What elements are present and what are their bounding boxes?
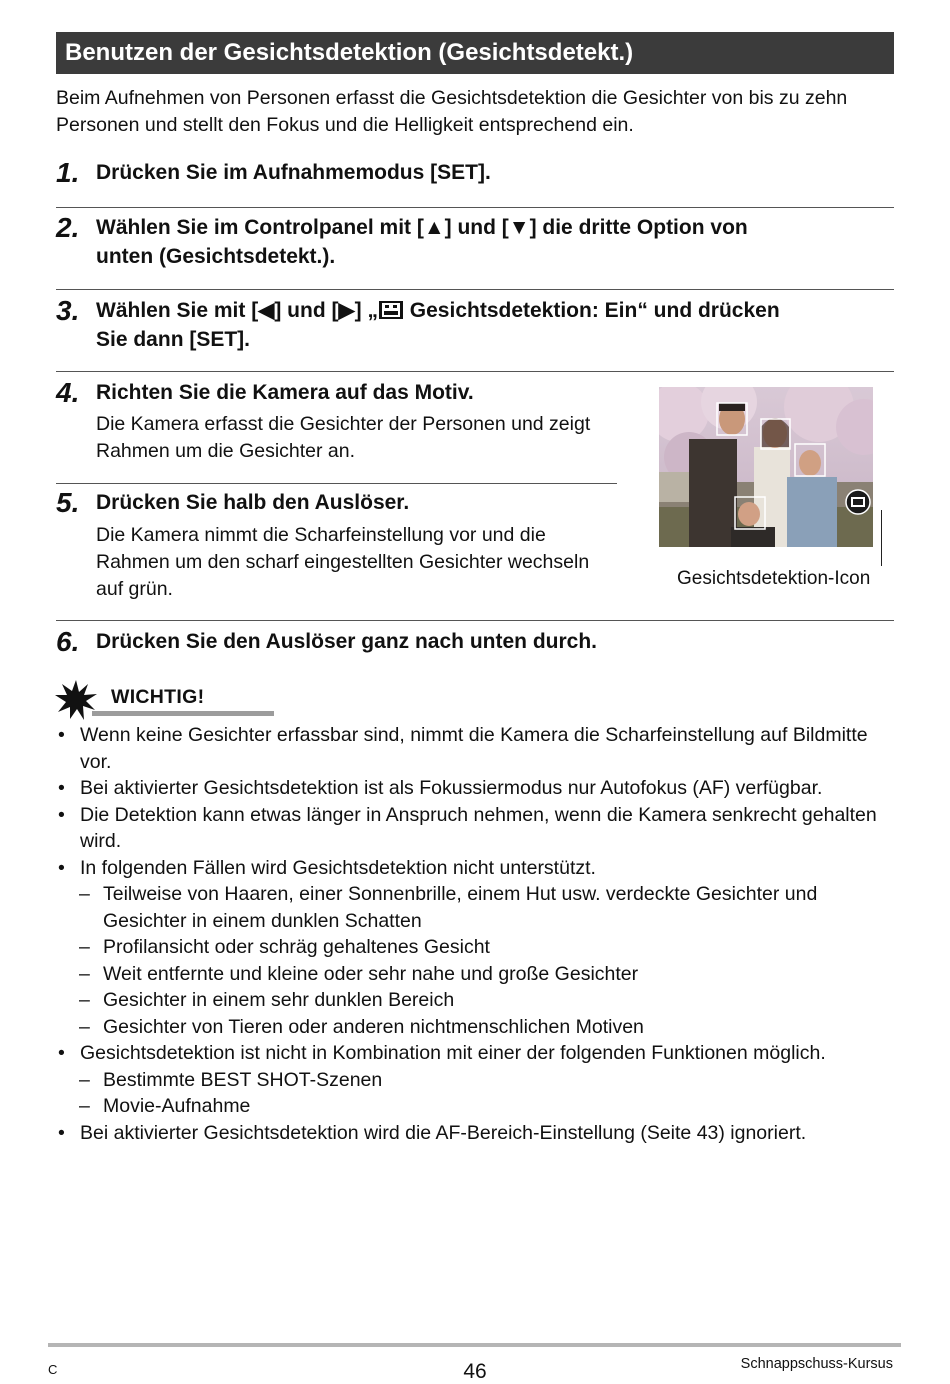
step-body: Die Kamera nimmt die Scharfeinstellung vor und die Rahmen um den scharf eingestellten Gesichter wechseln auf grün. — [96, 524, 590, 600]
sub-text: Movie-Aufnahme — [103, 1095, 251, 1117]
divider — [56, 371, 894, 372]
step-heading-text: Wählen Sie mit [◀] und [▶] „ — [96, 299, 378, 322]
divider — [56, 483, 617, 484]
step-heading-line1: Wählen Sie im Controlpanel mit [▲] und [▼] die dritte Option von — [96, 216, 748, 239]
important-notes — [56, 722, 896, 1146]
dash: – — [79, 1095, 90, 1117]
sub-text: Teilweise von Haaren, einer Sonnenbrille, einem Hut usw. verdeckte Gesichter und Gesichter in einem dunklen Schatten — [103, 883, 818, 932]
note-item — [56, 855, 896, 882]
face-detection-icon — [378, 300, 404, 320]
sub-item — [56, 961, 896, 988]
intro-text: Beim Aufnehmen von Personen erfasst die Gesichtsdetektion die Gesichter von bis zu zehn Personen und stellt den Fokus und die Helligkeit entsprechend ein. — [56, 87, 848, 136]
sub-item — [56, 1093, 896, 1120]
footer-language-code: C — [48, 1362, 58, 1377]
important-label: WICHTIG! — [111, 686, 205, 708]
bullet: • — [58, 1121, 65, 1144]
dash: – — [79, 962, 90, 985]
divider — [56, 207, 894, 208]
step-number: 6. — [56, 626, 80, 657]
image-caption: Gesichtsdetektion-Icon — [677, 568, 871, 589]
divider — [56, 620, 894, 621]
step-heading: Drücken Sie im Aufnahmemodus [SET]. — [96, 161, 491, 184]
sub-text: Profilansicht oder schräg gehaltenes Gesicht — [103, 936, 490, 958]
caption-leader-line — [881, 510, 882, 566]
note-item — [56, 775, 896, 802]
sub-item — [56, 1014, 896, 1041]
dash: – — [79, 989, 90, 1011]
sub-item — [56, 1067, 896, 1094]
section-title: Benutzen der Gesichtsdetektion (Gesichtsdetekt.) — [56, 32, 894, 74]
note-text: Bei aktivierter Gesichtsdetektion ist als Fokussiermodus nur Autofokus (AF) verfügbar. — [80, 777, 823, 799]
sub-text: Bestimmte BEST SHOT-Szenen — [103, 1068, 383, 1091]
step-body: Die Kamera erfasst die Gesichter der Personen und zeigt Rahmen um die Gesichter an. — [96, 413, 591, 462]
note-item — [56, 722, 896, 775]
note-text: Wenn keine Gesichter erfassbar sind, nimmt die Kamera die Scharfeinstellung auf Bildmitte vor. — [80, 724, 868, 773]
divider — [56, 289, 894, 290]
step-heading-line2: unten (Gesichtsdetekt.). — [96, 245, 336, 268]
page-number: 46 — [463, 1360, 487, 1383]
sub-text: Gesichter in einem sehr dunklen Bereich — [103, 989, 455, 1011]
note-text: Die Detektion kann etwas länger in Anspruch nehmen, wenn die Kamera senkrecht gehalten wird. — [80, 803, 877, 852]
note-item — [56, 1040, 896, 1067]
note-text: Bei aktivierter Gesichtsdetektion wird die AF-Bereich-Einstellung (Seite 43) ignoriert. — [80, 1121, 807, 1144]
dash: – — [79, 1015, 90, 1038]
bullet: • — [58, 803, 65, 826]
sub-text: Weit entfernte und kleine oder sehr nahe und große Gesichter — [103, 962, 639, 985]
step-heading-line1 — [96, 296, 780, 325]
footer-section-name: Schnappschuss-Kursus — [740, 1356, 893, 1372]
step-heading-line2: Sie dann [SET]. — [96, 328, 251, 351]
step-heading: Drücken Sie halb den Auslöser. — [96, 491, 410, 514]
sub-item — [56, 881, 896, 934]
step-number: 5. — [56, 487, 80, 518]
step-number: 3. — [56, 295, 80, 326]
bullet: • — [58, 856, 65, 879]
note-text: Gesichtsdetektion ist nicht in Kombination mit einer der folgenden Funktionen möglich. — [80, 1042, 826, 1064]
dash: – — [79, 1068, 90, 1091]
footer-rule — [48, 1343, 901, 1347]
important-underline — [92, 711, 274, 716]
dash: – — [79, 883, 90, 905]
burst-icon — [55, 680, 97, 720]
step-heading: Drücken Sie den Auslöser ganz nach unten durch. — [96, 630, 597, 653]
face-detection-example-photo — [659, 387, 873, 547]
step-number: 4. — [56, 377, 80, 408]
bullet: • — [58, 777, 65, 799]
bullet: • — [58, 1042, 65, 1064]
step-heading: Richten Sie die Kamera auf das Motiv. — [96, 381, 474, 404]
step-number: 1. — [56, 157, 80, 188]
dash: – — [79, 936, 90, 958]
sub-text: Gesichter von Tieren oder anderen nichtmenschlichen Motiven — [103, 1015, 644, 1038]
step-number: 2. — [56, 212, 80, 243]
bullet: • — [58, 724, 65, 746]
note-text: In folgenden Fällen wird Gesichtsdetektion nicht unterstützt. — [80, 856, 596, 879]
note-item — [56, 1120, 896, 1147]
sub-item — [56, 987, 896, 1014]
note-item — [56, 802, 896, 855]
step-heading-text: Gesichtsdetektion: Ein“ und drücken — [403, 299, 780, 322]
sub-item — [56, 934, 896, 961]
